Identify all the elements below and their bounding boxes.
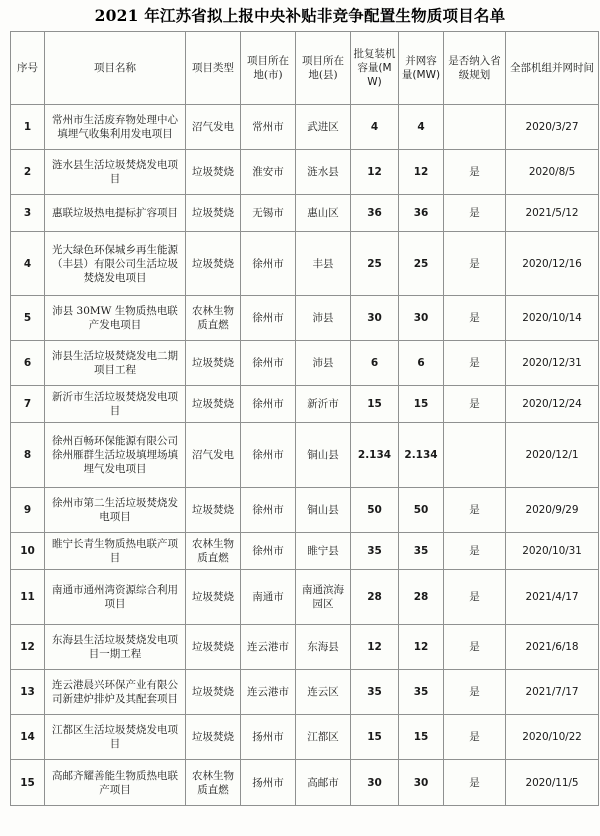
cell-grid-connection-date: 2020/12/24 [506,386,599,423]
cell-grid-capacity: 15 [399,386,444,423]
cell-grid-capacity: 30 [399,296,444,341]
cell-grid-capacity: 25 [399,232,444,296]
cell-in-provincial-plan: 是 [444,488,506,533]
cell-grid-connection-date: 2020/8/5 [506,150,599,195]
cell-grid-capacity: 35 [399,670,444,715]
cell-approved-capacity: 35 [351,670,399,715]
cell-county: 南通滨海园区 [296,570,351,625]
cell-grid-capacity: 50 [399,488,444,533]
table-header [11,32,599,105]
cell-approved-capacity: 25 [351,232,399,296]
cell-grid-connection-date: 2020/12/16 [506,232,599,296]
cell-project-name: 东海县生活垃圾焚烧发电项目一期工程 [45,625,186,670]
table-row [11,488,599,533]
page-title: 2021 年江苏省拟上报中央补贴非竞争配置生物质项目名单 [94,6,506,25]
cell-grid-capacity: 2.134 [399,423,444,488]
cell-grid-capacity: 28 [399,570,444,625]
table-row [11,625,599,670]
cell-approved-capacity: 6 [351,341,399,386]
cell-project-name: 江都区生活垃圾焚烧发电项目 [45,715,186,760]
cell-in-provincial-plan: 是 [444,533,506,570]
cell-project-type: 农林生物质直燃 [186,760,241,806]
cell-city: 连云港市 [241,670,296,715]
cell-project-type: 垃圾焚烧 [186,341,241,386]
cell-in-provincial-plan [444,105,506,150]
cell-city: 徐州市 [241,341,296,386]
cell-approved-capacity: 12 [351,625,399,670]
cell-grid-connection-date: 2020/3/27 [506,105,599,150]
cell-county: 武进区 [296,105,351,150]
cell-grid-connection-date: 2020/9/29 [506,488,599,533]
cell-city: 连云港市 [241,625,296,670]
cell-county: 江都区 [296,715,351,760]
cell-county: 铜山县 [296,423,351,488]
cell-project-name: 睢宁长青生物质热电联产项目 [45,533,186,570]
cell-project-name: 涟水县生活垃圾焚烧发电项目 [45,150,186,195]
cell-project-type: 垃圾焚烧 [186,386,241,423]
cell-in-provincial-plan: 是 [444,670,506,715]
cell-grid-capacity: 4 [399,105,444,150]
cell-grid-connection-date: 2020/10/14 [506,296,599,341]
cell-city: 徐州市 [241,296,296,341]
cell-grid-connection-date: 2021/5/12 [506,195,599,232]
cell-grid-connection-date: 2020/11/5 [506,760,599,806]
table-row [11,533,599,570]
column-header-grid: 并网容量(MW) [399,32,444,105]
column-header-county: 项目所在地(县) [296,32,351,105]
cell-project-type: 垃圾焚烧 [186,570,241,625]
cell-grid-capacity: 12 [399,150,444,195]
cell-county: 沛县 [296,296,351,341]
column-header-date: 全部机组并网时间 [506,32,599,105]
cell-approved-capacity: 28 [351,570,399,625]
cell-city: 徐州市 [241,488,296,533]
column-header-capacity: 批复装机容量(MW) [351,32,399,105]
cell-serial: 15 [11,760,45,806]
cell-approved-capacity: 15 [351,386,399,423]
cell-grid-connection-date: 2020/10/31 [506,533,599,570]
cell-city: 南通市 [241,570,296,625]
table-row [11,760,599,806]
cell-in-provincial-plan: 是 [444,386,506,423]
cell-project-name: 光大绿色环保城乡再生能源（丰县）有限公司生活垃圾焚烧发电项目 [45,232,186,296]
cell-serial: 7 [11,386,45,423]
cell-in-provincial-plan: 是 [444,341,506,386]
column-header-name: 项目名称 [45,32,186,105]
cell-project-type: 垃圾焚烧 [186,715,241,760]
column-header-city: 项目所在地(市) [241,32,296,105]
cell-grid-capacity: 12 [399,625,444,670]
cell-in-provincial-plan: 是 [444,715,506,760]
cell-county: 睢宁县 [296,533,351,570]
cell-project-name: 惠联垃圾热电提标扩容项目 [45,195,186,232]
cell-serial: 11 [11,570,45,625]
cell-county: 连云区 [296,670,351,715]
cell-serial: 6 [11,341,45,386]
cell-project-type: 垃圾焚烧 [186,195,241,232]
cell-city: 徐州市 [241,423,296,488]
cell-serial: 2 [11,150,45,195]
column-header-type: 项目类型 [186,32,241,105]
cell-in-provincial-plan: 是 [444,625,506,670]
table-row [11,232,599,296]
cell-serial: 4 [11,232,45,296]
table-row [11,670,599,715]
cell-serial: 8 [11,423,45,488]
project-list-table [10,31,599,806]
cell-grid-capacity: 30 [399,760,444,806]
cell-grid-capacity: 15 [399,715,444,760]
cell-serial: 5 [11,296,45,341]
cell-project-name: 徐州市第二生活垃圾焚烧发电项目 [45,488,186,533]
table-row [11,150,599,195]
cell-in-provincial-plan: 是 [444,150,506,195]
cell-grid-connection-date: 2020/10/22 [506,715,599,760]
cell-city: 扬州市 [241,715,296,760]
cell-approved-capacity: 50 [351,488,399,533]
cell-approved-capacity: 30 [351,296,399,341]
cell-in-provincial-plan: 是 [444,296,506,341]
cell-serial: 10 [11,533,45,570]
cell-city: 徐州市 [241,386,296,423]
cell-city: 徐州市 [241,232,296,296]
cell-in-provincial-plan: 是 [444,195,506,232]
table-row [11,296,599,341]
cell-county: 惠山区 [296,195,351,232]
cell-approved-capacity: 36 [351,195,399,232]
cell-project-type: 农林生物质直燃 [186,533,241,570]
cell-city: 无锡市 [241,195,296,232]
cell-approved-capacity: 30 [351,760,399,806]
cell-city: 徐州市 [241,533,296,570]
cell-project-name: 沛县生活垃圾焚烧发电二期项目工程 [45,341,186,386]
cell-grid-connection-date: 2020/12/1 [506,423,599,488]
cell-project-type: 沼气发电 [186,105,241,150]
table-header-row [11,32,599,105]
table-row [11,715,599,760]
cell-project-name: 沛县 30MW 生物质热电联产发电项目 [45,296,186,341]
cell-project-type: 垃圾焚烧 [186,232,241,296]
cell-project-type: 农林生物质直燃 [186,296,241,341]
table-row [11,195,599,232]
cell-grid-capacity: 36 [399,195,444,232]
column-header-serial: 序号 [11,32,45,105]
cell-county: 高邮市 [296,760,351,806]
cell-serial: 14 [11,715,45,760]
cell-serial: 9 [11,488,45,533]
table-row [11,570,599,625]
table-row [11,105,599,150]
cell-project-type: 垃圾焚烧 [186,670,241,715]
cell-project-type: 沼气发电 [186,423,241,488]
cell-grid-capacity: 35 [399,533,444,570]
cell-grid-connection-date: 2021/7/17 [506,670,599,715]
cell-serial: 13 [11,670,45,715]
cell-project-type: 垃圾焚烧 [186,150,241,195]
table-row [11,386,599,423]
cell-project-type: 垃圾焚烧 [186,625,241,670]
cell-approved-capacity: 4 [351,105,399,150]
cell-project-name: 高邮齐耀善能生物质热电联产项目 [45,760,186,806]
cell-grid-connection-date: 2021/4/17 [506,570,599,625]
cell-county: 新沂市 [296,386,351,423]
cell-serial: 3 [11,195,45,232]
cell-project-type: 垃圾焚烧 [186,488,241,533]
cell-project-name: 新沂市生活垃圾焚烧发电项目 [45,386,186,423]
cell-in-provincial-plan: 是 [444,760,506,806]
cell-in-provincial-plan [444,423,506,488]
cell-county: 涟水县 [296,150,351,195]
cell-in-provincial-plan: 是 [444,232,506,296]
cell-county: 沛县 [296,341,351,386]
cell-project-name: 常州市生活废弃物处理中心填埋气收集利用发电项目 [45,105,186,150]
table-row [11,341,599,386]
cell-grid-connection-date: 2021/6/18 [506,625,599,670]
table-row [11,423,599,488]
cell-project-name: 徐州百畅环保能源有限公司徐州雁群生活垃圾填埋场填埋气发电项目 [45,423,186,488]
cell-in-provincial-plan: 是 [444,570,506,625]
cell-grid-capacity: 6 [399,341,444,386]
cell-serial: 12 [11,625,45,670]
cell-city: 淮安市 [241,150,296,195]
cell-serial: 1 [11,105,45,150]
cell-city: 常州市 [241,105,296,150]
column-header-plan: 是否纳入省级规划 [444,32,506,105]
cell-grid-connection-date: 2020/12/31 [506,341,599,386]
cell-county: 东海县 [296,625,351,670]
cell-approved-capacity: 12 [351,150,399,195]
cell-city: 扬州市 [241,760,296,806]
cell-approved-capacity: 35 [351,533,399,570]
cell-project-name: 连云港晨兴环保产业有限公司新建炉排炉及其配套项目 [45,670,186,715]
cell-approved-capacity: 15 [351,715,399,760]
cell-approved-capacity: 2.134 [351,423,399,488]
table-body [11,105,599,806]
cell-project-name: 南通市通州湾资源综合利用项目 [45,570,186,625]
cell-county: 丰县 [296,232,351,296]
cell-county: 铜山县 [296,488,351,533]
